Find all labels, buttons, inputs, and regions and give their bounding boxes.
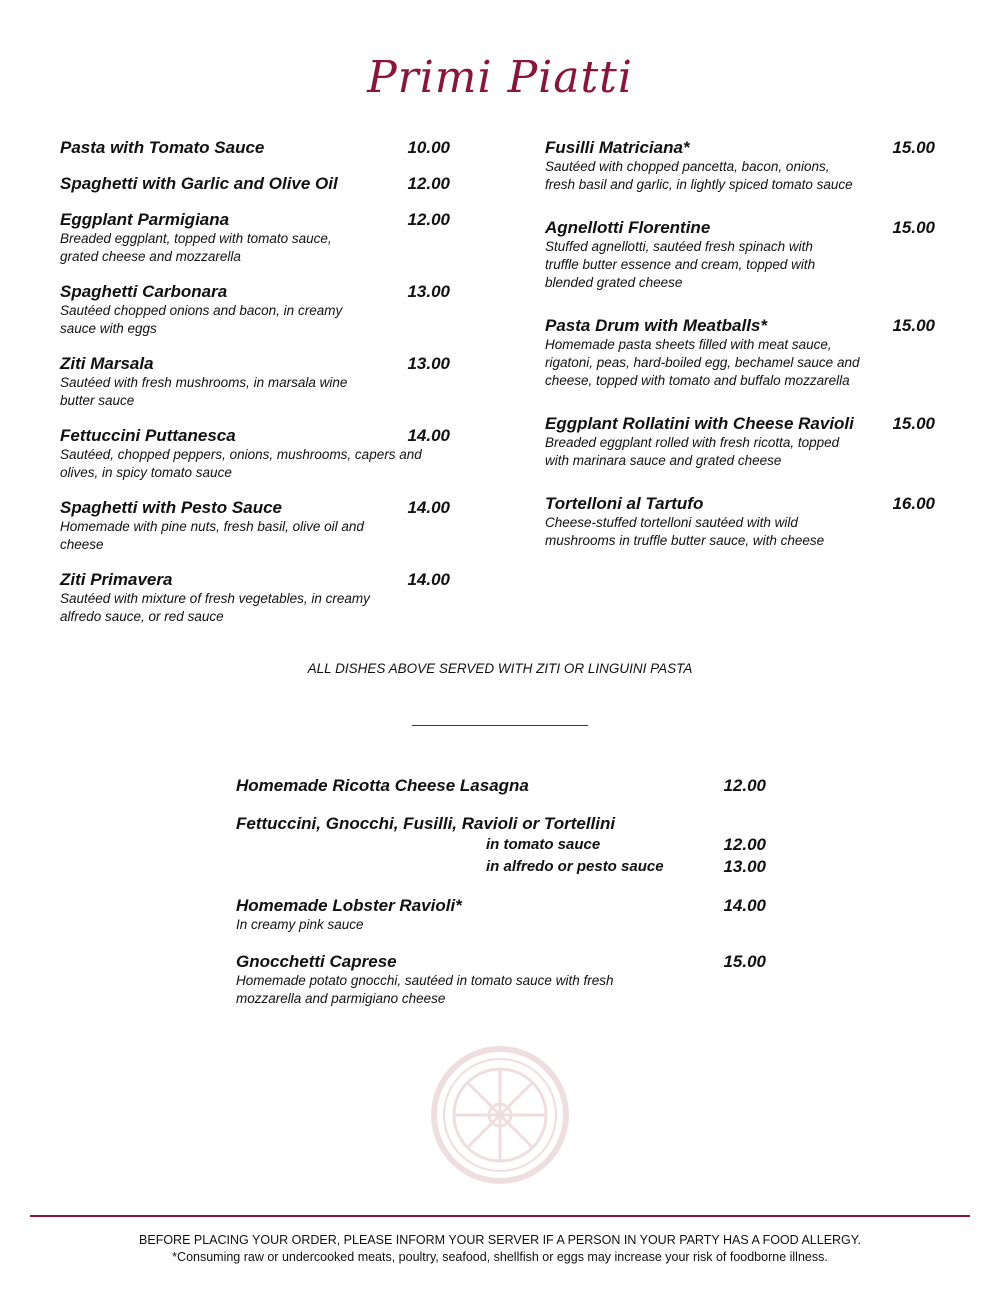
option-label: in alfredo or pesto sauce xyxy=(486,858,664,875)
item-price: 14.00 xyxy=(407,570,450,589)
item-name: Ziti Primavera xyxy=(60,570,173,589)
item-description: Sautéed with fresh mushrooms, in marsala wine butter sauce xyxy=(60,375,348,408)
menu-item xyxy=(60,426,450,482)
menu-item xyxy=(236,776,766,796)
menu-item xyxy=(60,498,450,554)
footer-divider xyxy=(30,1215,970,1217)
menu-item xyxy=(60,354,450,410)
item-price: 13.00 xyxy=(407,282,450,301)
option-label: in tomato sauce xyxy=(486,836,601,853)
item-price: 10.00 xyxy=(407,138,450,157)
menu-item xyxy=(545,414,935,470)
menu-column-right xyxy=(545,138,935,574)
item-name: Agnellotti Florentine xyxy=(545,218,711,237)
menu-item xyxy=(545,316,935,390)
section-divider xyxy=(412,725,588,726)
served-note: ALL DISHES ABOVE SERVED WITH ZITI OR LINGUINI PASTA xyxy=(307,661,693,676)
item-description: Sautéed, chopped peppers, onions, mushrooms, capers and olives, in spicy tomato sauce xyxy=(60,447,422,480)
menu-item xyxy=(236,896,766,934)
item-price: 15.00 xyxy=(892,138,935,157)
page-title: Primi Piatti xyxy=(367,52,633,103)
menu-column-bottom xyxy=(236,776,766,1026)
item-description: Homemade with pine nuts, fresh basil, olive oil and cheese xyxy=(60,519,364,552)
item-description: Breaded eggplant rolled with fresh ricotta, topped with marinara sauce and grated cheese xyxy=(545,435,840,468)
menu-column-left xyxy=(60,138,450,642)
item-name: Spaghetti with Pesto Sauce xyxy=(60,498,282,517)
foodborne-warning: *Consuming raw or undercooked meats, poultry, seafood, shellfish or eggs may increase your risk of foodborne illness. xyxy=(172,1250,828,1264)
item-name: Eggplant Parmigiana xyxy=(60,210,230,229)
item-price: 15.00 xyxy=(892,414,935,433)
menu-item xyxy=(60,282,450,338)
allergy-notice: BEFORE PLACING YOUR ORDER, PLEASE INFORM YOUR SERVER IF A PERSON IN YOUR PARTY HAS A FOOD ALLERGY. xyxy=(139,1233,861,1247)
option-price: 13.00 xyxy=(723,857,766,876)
item-name: Fusilli Matriciana* xyxy=(545,138,690,157)
item-name: Eggplant Rollatini with Cheese Ravioli xyxy=(545,414,854,433)
menu-item xyxy=(236,814,766,878)
menu-item xyxy=(60,210,450,266)
item-price: 12.00 xyxy=(723,776,766,795)
item-name: Pasta with Tomato Sauce xyxy=(60,138,265,157)
menu-item xyxy=(545,494,935,550)
item-description: Sautéed with chopped pancetta, bacon, onions, fresh basil and garlic, in lightly spiced tomato sauce xyxy=(545,159,853,192)
item-price: 14.00 xyxy=(407,498,450,517)
item-name: Spaghetti Carbonara xyxy=(60,282,228,301)
item-price: 14.00 xyxy=(723,896,766,915)
item-description: Homemade potato gnocchi, sautéed in tomato sauce with fresh mozzarella and parmigiano cheese xyxy=(236,973,614,1006)
price-option xyxy=(236,856,766,878)
option-price: 12.00 xyxy=(723,835,766,854)
item-description: Cheese-stuffed tortelloni sautéed with wild mushrooms in truffle butter sauce, with cheese xyxy=(545,515,825,548)
item-name: Spaghetti with Garlic and Olive Oil xyxy=(60,174,338,193)
item-description: Sautéed with mixture of fresh vegetables, in creamy alfredo sauce, or red sauce xyxy=(60,591,370,624)
item-description: Breaded eggplant, topped with tomato sauce, grated cheese and mozzarella xyxy=(60,231,332,264)
item-price: 15.00 xyxy=(892,316,935,335)
item-name: Fettuccini Puttanesca xyxy=(60,426,236,445)
wheel-logo-icon xyxy=(430,1045,570,1185)
item-price: 13.00 xyxy=(407,354,450,373)
item-price: 15.00 xyxy=(892,218,935,237)
item-description: In creamy pink sauce xyxy=(236,917,364,932)
item-price: 16.00 xyxy=(892,494,935,513)
item-name: Tortelloni al Tartufo xyxy=(545,494,704,513)
item-description: Sautéed chopped onions and bacon, in creamy sauce with eggs xyxy=(60,303,343,336)
item-description: Stuffed agnellotti, sautéed fresh spinach with truffle butter essence and cream, topped with blended grated cheese xyxy=(545,239,816,290)
item-description: Homemade pasta sheets filled with meat sauce, rigatoni, peas, hard-boiled egg, bechamel sauce and cheese, topped with tomato and buffalo mozzarella xyxy=(545,337,860,388)
menu-item xyxy=(60,570,450,626)
menu-item xyxy=(545,138,935,194)
item-price: 12.00 xyxy=(407,174,450,193)
footer xyxy=(0,1232,1000,1266)
item-name: Pasta Drum with Meatballs* xyxy=(545,316,768,335)
price-option xyxy=(236,834,766,856)
item-price: 12.00 xyxy=(407,210,450,229)
item-name: Homemade Lobster Ravioli* xyxy=(236,896,462,915)
item-name: Gnocchetti Caprese xyxy=(236,952,397,971)
menu-item xyxy=(236,952,766,1008)
menu-item xyxy=(545,218,935,292)
item-name: Homemade Ricotta Cheese Lasagna xyxy=(236,776,529,795)
item-price: 14.00 xyxy=(407,426,450,445)
menu-item xyxy=(60,138,450,158)
item-price: 15.00 xyxy=(723,952,766,971)
menu-item xyxy=(60,174,450,194)
item-name: Fettuccini, Gnocchi, Fusilli, Ravioli or Tortellini xyxy=(236,814,616,833)
item-name: Ziti Marsala xyxy=(60,354,154,373)
